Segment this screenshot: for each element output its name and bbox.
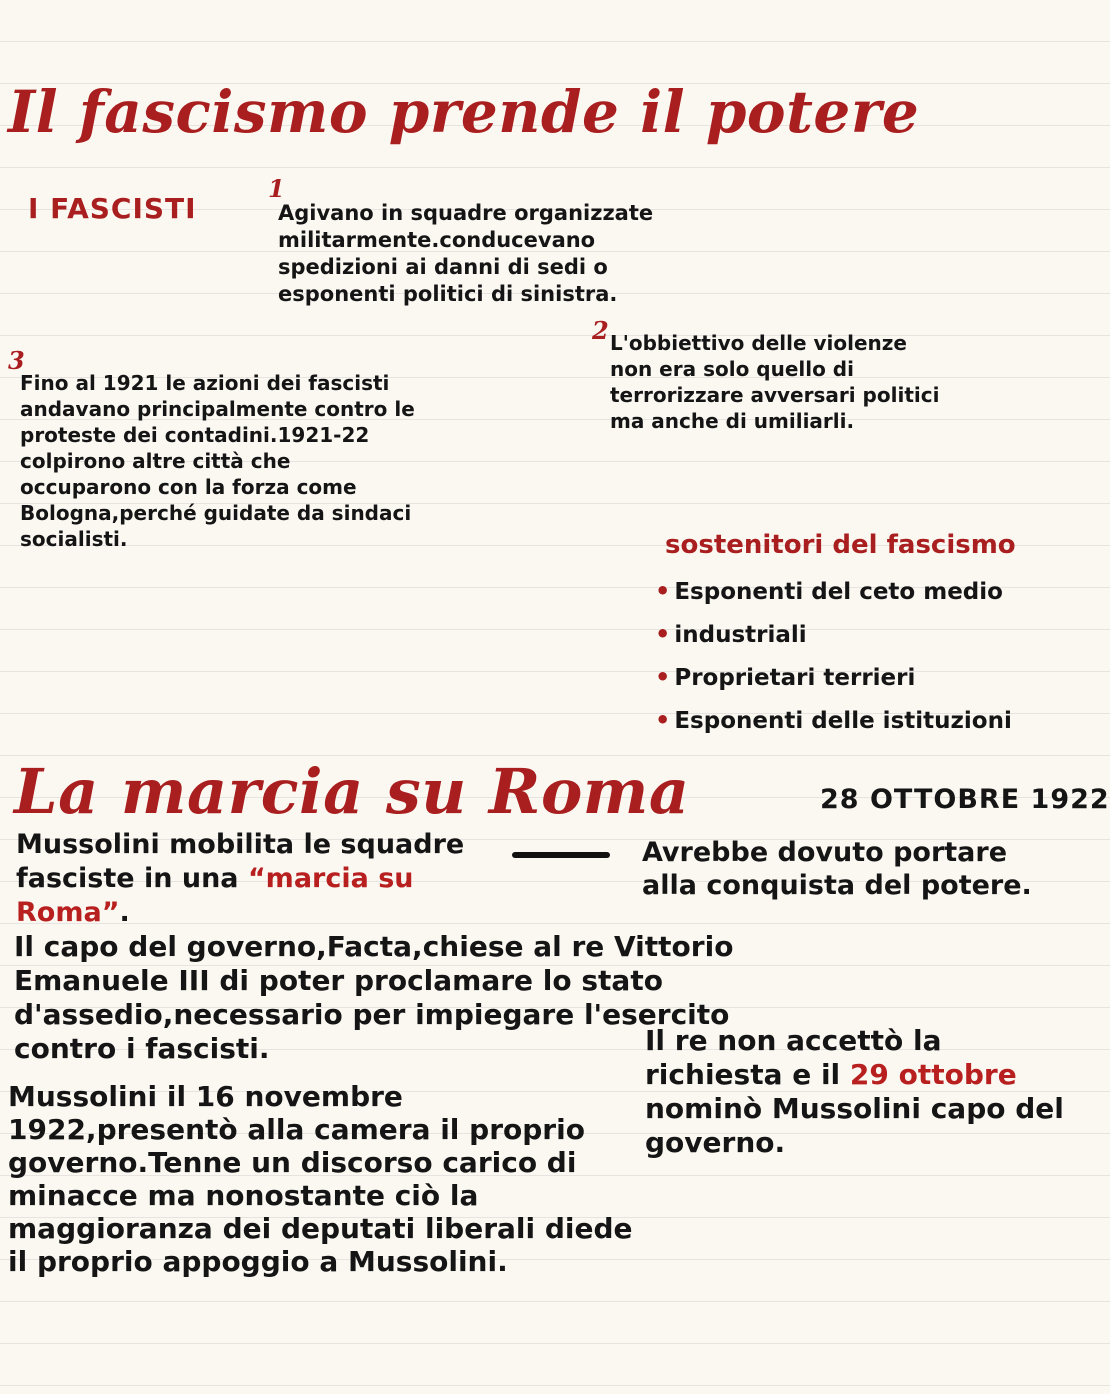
connector-dash (512, 852, 610, 858)
consequence-text: Avrebbe dovuto portare alla conquista del potere. (642, 837, 1032, 901)
marcia-date: 28 OTTOBRE 1922 (820, 784, 1110, 815)
facta-text: Il capo del governo,Facta,chiese al re Vittorio Emanuele III di poter proclamare lo stato d'assedio,necessario per impiegare l'esercito contro i fascisti. (14, 930, 734, 1065)
bullet-dot-icon: • (655, 706, 671, 734)
bullet-dot-icon: • (655, 620, 671, 648)
note-1-text: Agivano in squadre organizzate militarmente.conducevano spedizioni ai danni di sedi o esponenti politici di sinistra. (278, 201, 654, 306)
supporters-title: sostenitori del fascismo (665, 530, 1016, 560)
page-title: Il fascismo prende il potere (8, 78, 920, 146)
note-number-2: 2 (592, 316, 609, 345)
supporters-list (655, 570, 1055, 742)
fascisti-label: I FASCISTI (28, 192, 197, 225)
bullet-dot-icon: • (655, 577, 671, 605)
note-2-text: L'obbiettivo delle violenze non era solo quello di terrorizzare avversari politici ma anche di umiliarli. (610, 331, 940, 433)
mobilization-text: Mussolini mobilita le squadre fasciste in una “marcia su Roma”. (16, 829, 465, 928)
king-decision-text: Il re non accettò la richiesta e il 29 ottobre nominò Mussolini capo del governo. (645, 1024, 1064, 1159)
government-text: Mussolini il 16 novembre 1922,presentò alla camera il proprio governo.Tenne un discorso carico di minacce ma nonostante ciò la maggioranza dei deputati liberali diede il proprio appoggio a Mussolini. (8, 1080, 633, 1278)
supporter-item: • Esponenti del ceto medio (655, 577, 1003, 605)
supporter-item: • industriali (655, 620, 807, 648)
date-highlight: 29 ottobre (849, 1058, 1017, 1091)
note-3-text: Fino al 1921 le azioni dei fascisti andavano principalmente contro le proteste dei contadini.1921-22 colpirono altre città che occuparono con la forza come Bologna,perché guidate da sindaci socialisti. (20, 371, 415, 551)
supporter-item: • Esponenti delle istituzioni (655, 706, 1012, 734)
section-title-marcia: La marcia su Roma (14, 755, 690, 828)
note-number-1: 1 (268, 174, 285, 203)
marcia-highlight: “marcia su Roma” (16, 863, 414, 928)
bullet-dot-icon: • (655, 663, 671, 691)
supporter-item: • Proprietari terrieri (655, 663, 916, 691)
note-number-3: 3 (8, 346, 25, 375)
